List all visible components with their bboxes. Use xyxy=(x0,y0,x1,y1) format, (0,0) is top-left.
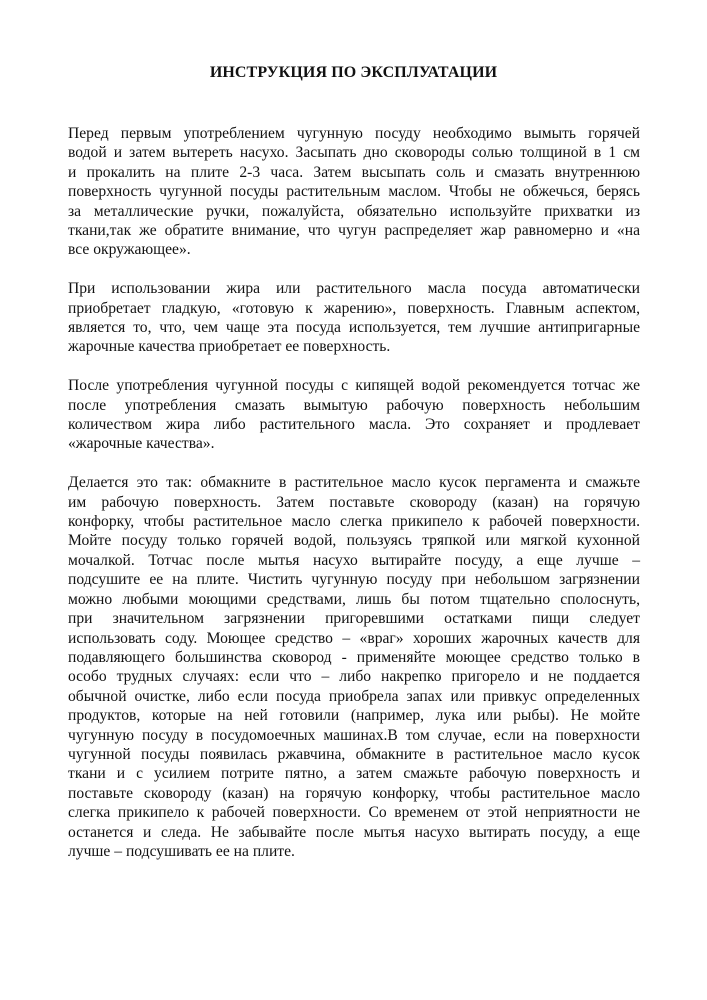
text-line: продуктов, которые на ней готовили (например, лука или рыбы). Не мойте xyxy=(68,707,640,725)
text-line: использовать соду. Моющее средство – «враг» хороших жарочных качеств для xyxy=(68,629,640,647)
paragraph xyxy=(68,124,640,260)
text-line: При использовании жира или растительного масла посуда автоматически xyxy=(68,280,640,298)
text-line: «жарочные качества». xyxy=(68,435,215,453)
text-line: поставьте сковороду (казан) на горячую конфорку, чтобы растительное масло xyxy=(68,784,640,802)
text-line: является то, что, чем чаще эта посуда используется, тем лучшие антипригарные xyxy=(68,319,640,337)
text-line: подсушите ее на плите. Чистить чугунную посуду при небольшом загрязнении xyxy=(68,571,640,589)
text-line: чугунную посуду в посудомоечных машинах.В том случае, если на поверхности xyxy=(68,726,640,744)
text-line: и прокалить на плите 2-3 часа. Затем высыпать соль и смазать внутреннюю xyxy=(68,163,640,181)
text-line: при значительном загрязнении пригоревшими остатками пищи следует xyxy=(68,610,640,628)
text-line: поверхность чугунной посуды растительным маслом. Чтобы не обжечься, берясь xyxy=(68,183,640,201)
document-title: ИНСТРУКЦИЯ ПО ЭКСПЛУАТАЦИИ xyxy=(209,64,498,81)
text-line: ткани и с усилием потрите пятно, а затем смажьте рабочую поверхность и xyxy=(68,765,640,783)
document-body xyxy=(68,124,640,881)
paragraph xyxy=(68,279,640,357)
text-line: ткани,так же обратите внимание, что чугун распределяет жар равномерно и «на xyxy=(68,222,640,240)
text-line: слегка прикипело к рабочей поверхности. Со временем от этой неприятности не xyxy=(68,804,640,822)
paragraph xyxy=(68,376,640,454)
text-line: обычной очистке, либо если посуда приобрела запах или привкус определенных xyxy=(68,687,640,705)
text-line: Мойте посуду только горячей водой, пользуясь тряпкой или мягкой кухонной xyxy=(68,532,640,550)
text-line: мочалкой. Тотчас после мытья насухо вытирайте посуду, а еще лучше – xyxy=(68,551,640,569)
text-line: можно любыми моющими средствами, лишь бы потом тщательно сполоснуть, xyxy=(68,590,640,608)
text-line: После употребления чугунной посуды с кипящей водой рекомендуется тотчас же xyxy=(68,377,640,395)
text-line: приобретает гладкую, «готовую к жарению», поверхность. Главным аспектом, xyxy=(68,299,640,317)
text-line: останется и следа. Не забывайте после мытья насухо вытирать посуду, а еще xyxy=(68,823,640,841)
text-line: после употребления смазать вымытую рабочую поверхность небольшим xyxy=(68,396,640,414)
text-line: лучше – подсушивать ее на плите. xyxy=(68,842,295,860)
text-line: подавляющего большинства сковород - применяйте моющее средство только в xyxy=(68,648,640,666)
text-line: чугунной посуды появилась ржавчина, обмакните в растительное масло кусок xyxy=(68,745,640,763)
text-line: жарочные качества приобретает ее поверхность. xyxy=(68,338,391,356)
text-line: им рабочую поверхность. Затем поставьте сковороду (казан) на горячую xyxy=(68,493,640,511)
text-line: Перед первым употреблением чугунную посуду необходимо вымыть горячей xyxy=(68,125,640,142)
text-line: водой и затем вытереть насухо. Засыпать дно сковороды солью толщиной в 1 см xyxy=(68,144,640,162)
text-line: конфорку, чтобы растительное масло слегка прикипело к рабочей поверхности. xyxy=(68,513,640,531)
text-line: все окружающее». xyxy=(68,241,191,259)
text-line: особо трудных случаях: если что – либо накрепко пригорело и не поддается xyxy=(68,668,640,686)
text-line: за металлические ручки, пожалуйста, обязательно используйте прихватки из xyxy=(68,202,640,220)
text-line: Делается это так: обмакните в растительное масло кусок пергамента и смажьте xyxy=(68,474,640,492)
paragraph xyxy=(68,473,640,861)
text-line: количеством жира либо растительного масла. Это сохраняет и продлевает xyxy=(68,416,640,434)
